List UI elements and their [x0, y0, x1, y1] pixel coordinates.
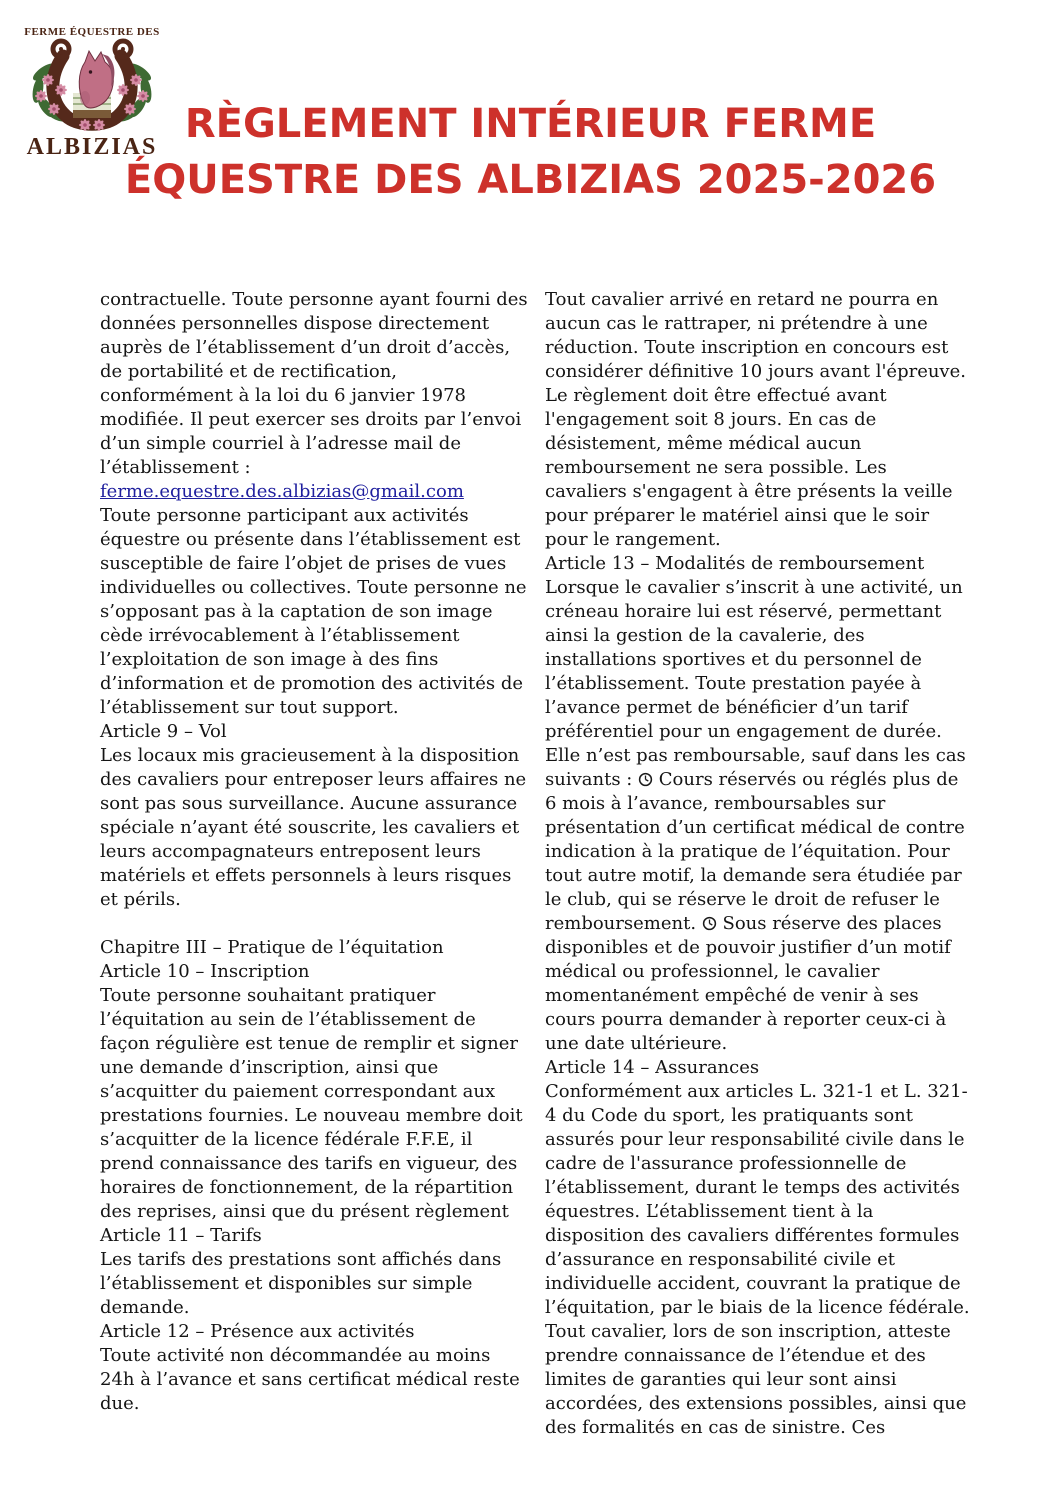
- heading-article-14: Article 14 – Assurances: [545, 1057, 760, 1078]
- clock-icon: [638, 772, 653, 787]
- blank-line: [100, 912, 528, 936]
- left-column: [100, 288, 528, 1416]
- paragraph-article-14: Conformément aux articles L. 321-1 et L. 321-4 du Code du sport, les pratiquants sont assurés pour leur responsabilité civile dans le cadre de l'assurance professionnelle de l’établissement, durant le temps des activités équestres. L’établissement tient à la disposition des cavaliers différentes formules d’assurance en responsabilité civile et individuelle accident, couvrant la pratique de l’équitation, par le biais de la licence fédérale. Tout cavalier, lors de son inscription, atteste prendre connaissance de l’étendue et des limites de garanties qui leur sont ainsi accordées, des extensions possibles, ainsi que des formalités en cas de sinistre. Ces: [545, 1081, 970, 1438]
- page-title-line1: RÈGLEMENT INTÉRIEUR FERME: [184, 101, 877, 147]
- logo-bottom-text: ALBIZIAS: [26, 134, 158, 160]
- paragraph-article-10: Toute personne souhaitant pratiquer l’équitation au sein de l’établissement de façon régulière est tenue de remplir et signer une demande d’inscription, ainsi que s’acquitter du paiement correspondant aux prestations fournies. Le nouveau membre doit s’acquitter de la licence fédérale F.F.E, il prend connaissance des tarifs en vigueur, des horaires de fonctionnement, de la répartition des reprises, ainsi que du présent règlement: [100, 985, 523, 1222]
- article-13-text-2: Cours réservés ou réglés plus de 6 mois à l’avance, remboursables sur présentation d’un certificat médical de contre indication à la pratique de l’équitation. Pour tout autre motif, la demande sera étudiée par le club, qui se réserve le droit de refuser le remboursement.: [545, 769, 965, 934]
- right-column: [545, 288, 973, 1440]
- article-13-text-3: Sous réserve des places disponibles et de pouvoir justifier d’un motif médical ou professionnel, le cavalier momentanément empêché de venir à ses cours pourra demander à reporter ceux-ci à une date ultérieure.: [545, 913, 951, 1054]
- clock-icon: [702, 916, 717, 931]
- heading-article-12: Article 12 – Présence aux activités: [100, 1321, 415, 1342]
- logo-top-text: FERME ÉQUESTRE DES: [24, 26, 160, 38]
- paragraph-article-12: Toute activité non décommandée au moins 24h à l’avance et sans certificat médical reste due.: [100, 1345, 520, 1414]
- paragraph-retard-concours: Tout cavalier arrivé en retard ne pourra en aucun cas le rattraper, ni prétendre à une réduction. Toute inscription en concours est considérer définitive 10 jours avant l'épreuve. Le règlement doit être effectué avant l'engagement soit 8 jours. En cas de désistement, même médical aucun remboursement ne sera possible. Les cavaliers s'engagent à être présents la veille pour préparer le matériel ainsi que le soir pour le rangement.: [545, 289, 966, 550]
- page-title-line2: ÉQUESTRE DES ALBIZIAS 2025-2026: [124, 157, 937, 203]
- article-13-text-1: Lorsque le cavalier s’inscrit à une activité, un créneau horaire lui est réservé, permettant ainsi la gestion de la cavalerie, des installations sportives et du personnel de l’établissement. Toute prestation payée à l’avance permet de bénéficier d’un tarif préférentiel pour un engagement de durée. Elle n’est pas remboursable, sauf dans les cas suivants :: [545, 577, 966, 790]
- paragraph-data-privacy: contractuelle. Toute personne ayant fourni des données personnelles dispose directement auprès de l’établissement d’un droit d’accès, de portabilité et de rectification, conformément à la loi du 6 janvier 1978 modifiée. Il peut exercer ses droits par l’envoi d’un simple courriel à l’adresse mail de l’établissement :: [100, 289, 528, 478]
- heading-article-11: Article 11 – Tarifs: [100, 1225, 262, 1246]
- email-link[interactable]: ferme.equestre.des.albizias@gmail.com: [100, 481, 464, 502]
- paragraph-article-13: [545, 576, 973, 1056]
- heading-chapitre-3: Chapitre III – Pratique de l’équitation: [100, 937, 444, 958]
- paragraph-article-11: Les tarifs des prestations sont affichés dans l’établissement et disponibles sur simple demande.: [100, 1249, 502, 1318]
- paragraph-article-9: Les locaux mis gracieusement à la disposition des cavaliers pour entreposer leurs affaires ne sont pas sous surveillance. Aucune assurance spéciale n’ayant été souscrite, les cavaliers et leurs accompagnateurs entreposent leurs matériels et effets personnels à leurs risques et périls.: [100, 745, 527, 910]
- heading-article-10: Article 10 – Inscription: [100, 961, 310, 982]
- page-title: [0, 96, 1061, 208]
- paragraph-image-rights: Toute personne participant aux activités équestre ou présente dans l’établissement est susceptible de faire l’objet de prises de vues individuelles ou collectives. Toute personne ne s’opposant pas à la captation de son image cède irrévocablement à l’établissement l’exploitation de son image à des fins d’information et de promotion des activités de l’établissement sur tout support.: [100, 505, 527, 718]
- heading-article-13: Article 13 – Modalités de remboursement: [545, 553, 925, 574]
- heading-article-9: Article 9 – Vol: [100, 721, 227, 742]
